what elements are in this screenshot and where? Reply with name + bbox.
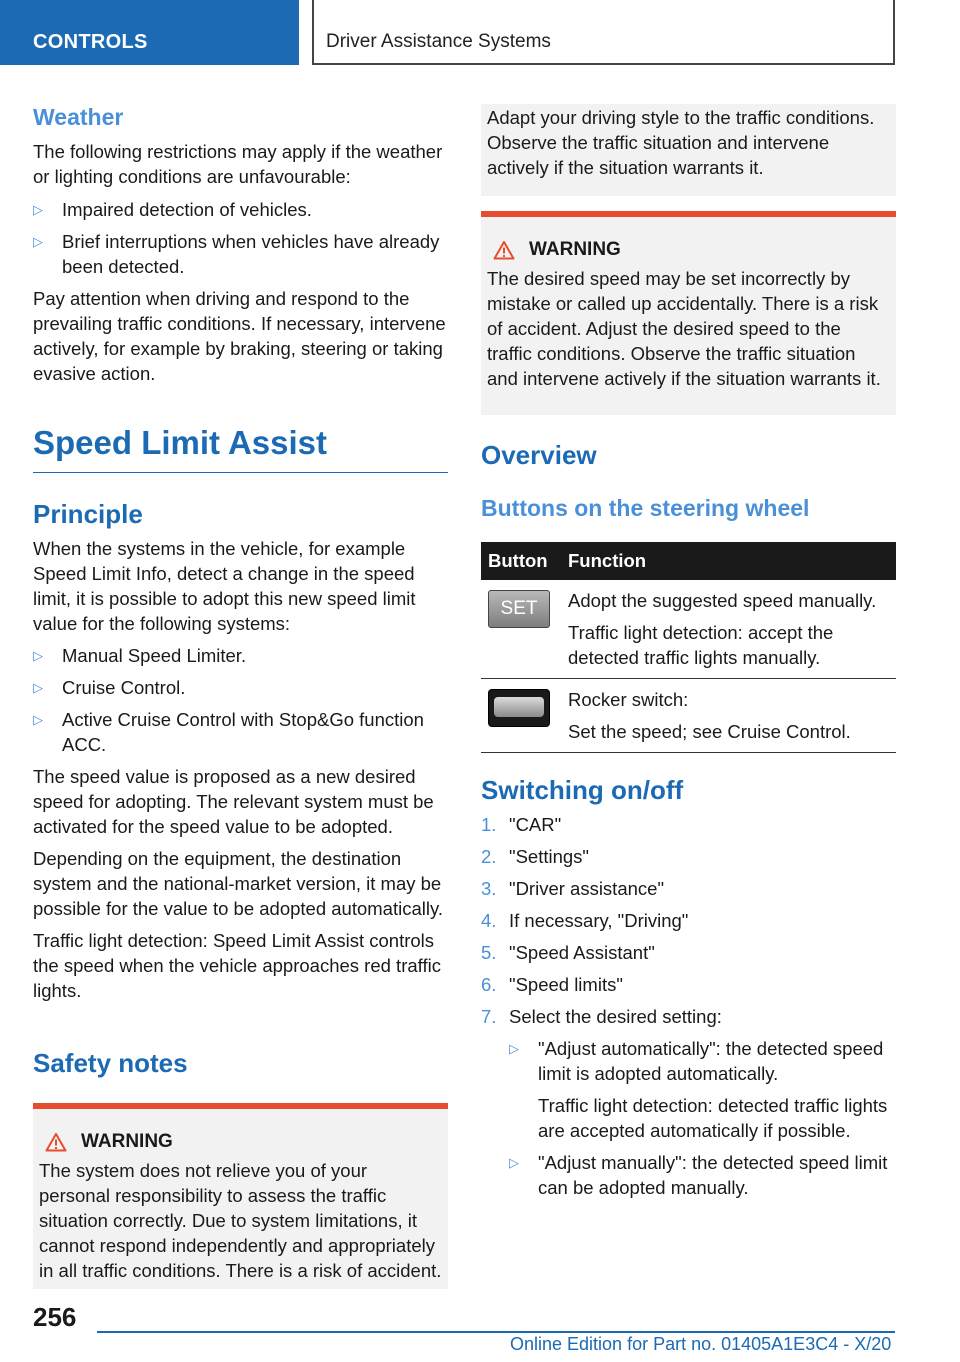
table-header-row xyxy=(481,542,896,580)
triangle-bullet-icon: ▷ xyxy=(33,712,43,727)
chapter-tab xyxy=(312,0,895,65)
triangle-bullet-icon: ▷ xyxy=(33,202,43,217)
set-button-icon: SET xyxy=(488,590,550,628)
list-item: ▷ "Adjust manually": the detected speed limit can be adopted manually. xyxy=(509,1152,888,1198)
function-text: Set the speed; see Cruise Control. xyxy=(568,721,851,742)
switching-block xyxy=(481,775,896,1200)
warning-box xyxy=(33,1103,448,1289)
list-item: ▷ Active Cruise Control with Stop&Go function ACC. xyxy=(33,709,424,755)
buttons-table xyxy=(481,542,896,753)
weather-intro: The following restrictions may apply if the weather or lighting conditions are unfavourable: xyxy=(33,141,443,187)
note-text: Adapt your driving style to the traffic conditions. Observe the traffic situation and intervene actively if the situation warrants it. xyxy=(487,107,875,178)
principle-heading: Principle xyxy=(33,499,143,529)
warning-title: WARNING xyxy=(39,1129,442,1154)
warning-icon xyxy=(45,1132,67,1152)
section-title: CONTROLS xyxy=(33,31,148,53)
section-heading: Speed Limit Assist xyxy=(33,424,448,473)
triangle-bullet-icon: ▷ xyxy=(33,648,43,663)
warning-icon xyxy=(493,240,515,260)
edition-link[interactable]: Online Edition for Part no. 01405A1E3C4 - X/20 xyxy=(510,1334,892,1354)
principle-paragraph: Traffic light detection: Speed Limit Assist controls the speed when the vehicle approaches red traffic lights. xyxy=(33,930,441,1001)
weather-paragraph: Pay attention when driving and respond to the prevailing traffic conditions. If necessary, intervene actively, for example by braking, steering or taking evasive action. xyxy=(33,288,446,384)
triangle-bullet-icon: ▷ xyxy=(509,1041,519,1056)
step-item: 5. "Speed Assistant" xyxy=(481,942,655,963)
list-item: ▷ "Adjust automatically": the detected speed limit is adopted automatically. Traffic light detection: detected traffic lights are accepted automatically if possible. xyxy=(509,1038,888,1141)
triangle-bullet-icon: ▷ xyxy=(509,1155,519,1170)
step-item: 2. "Settings" xyxy=(481,846,589,867)
principle-intro: When the systems in the vehicle, for example Speed Limit Info, detect a change in the speed limit, it is possible to adopt this new speed limit value for the following systems: xyxy=(33,538,416,634)
rocker-switch-icon xyxy=(488,689,550,727)
step-item: 7. Select the desired setting: xyxy=(481,1006,722,1027)
page-number: 256 xyxy=(33,1302,77,1332)
list-item: ▷ Impaired detection of vehicles. xyxy=(33,199,312,220)
warning-title: WARNING xyxy=(487,237,890,262)
table-row xyxy=(481,580,896,679)
function-text: Rocker switch: xyxy=(568,689,689,710)
table-row xyxy=(481,679,896,753)
list-item: ▷ Cruise Control. xyxy=(33,677,186,698)
note-continuation xyxy=(481,104,896,196)
step-item: 3. "Driver assistance" xyxy=(481,878,665,899)
warning-box xyxy=(481,211,896,415)
weather-block xyxy=(33,104,448,386)
function-text: Traffic light detection: accept the detected traffic lights manually. xyxy=(568,622,834,668)
buttons-heading: Buttons on the steering wheel xyxy=(481,495,810,521)
column-header: Function xyxy=(561,542,896,580)
principle-paragraph: Depending on the equipment, the destination system and the national-market version, it may be possible for the value to be adopted automatically. xyxy=(33,848,443,919)
chapter-title: Driver Assistance Systems xyxy=(326,31,551,52)
function-text: Adopt the suggested speed manually. xyxy=(568,590,877,611)
column-header: Button xyxy=(481,542,561,580)
safety-heading: Safety notes xyxy=(33,1048,188,1078)
step-item: 1. "CAR" xyxy=(481,814,562,835)
principle-paragraph: The speed value is proposed as a new desired speed for adopting. The relevant system must be activated for the speed value to be adopted. xyxy=(33,766,434,837)
overview-heading: Overview xyxy=(481,440,597,470)
list-item: ▷ Manual Speed Limiter. xyxy=(33,645,247,666)
speed-limit-assist-block xyxy=(33,424,448,1003)
footer-divider xyxy=(97,1331,895,1333)
sub-options xyxy=(509,1036,896,1200)
safety-notes-block xyxy=(33,1048,448,1289)
warning-text: The desired speed may be set incorrectly by mistake or called up accidentally. There is a risk of accident. Adjust the desired speed to the traffic conditions. Observe the traffic situation and intervene actively if the situation warrants it. xyxy=(487,268,881,389)
list-item: ▷ Brief interruptions when vehicles have already been detected. xyxy=(33,231,440,277)
step-item: 4. If necessary, "Driving" xyxy=(481,910,689,931)
switching-heading: Switching on/off xyxy=(481,775,684,805)
warning-text: The system does not relieve you of your personal responsibility to assess the traffic situation correctly. Due to system limitations, it cannot respond independently and appropriately in all traffic conditions. There is a risk of accident. xyxy=(39,1160,442,1281)
triangle-bullet-icon: ▷ xyxy=(33,234,43,249)
step-item: 6. "Speed limits" xyxy=(481,974,623,995)
weather-heading: Weather xyxy=(33,104,124,130)
triangle-bullet-icon: ▷ xyxy=(33,680,43,695)
section-tab xyxy=(0,0,299,65)
